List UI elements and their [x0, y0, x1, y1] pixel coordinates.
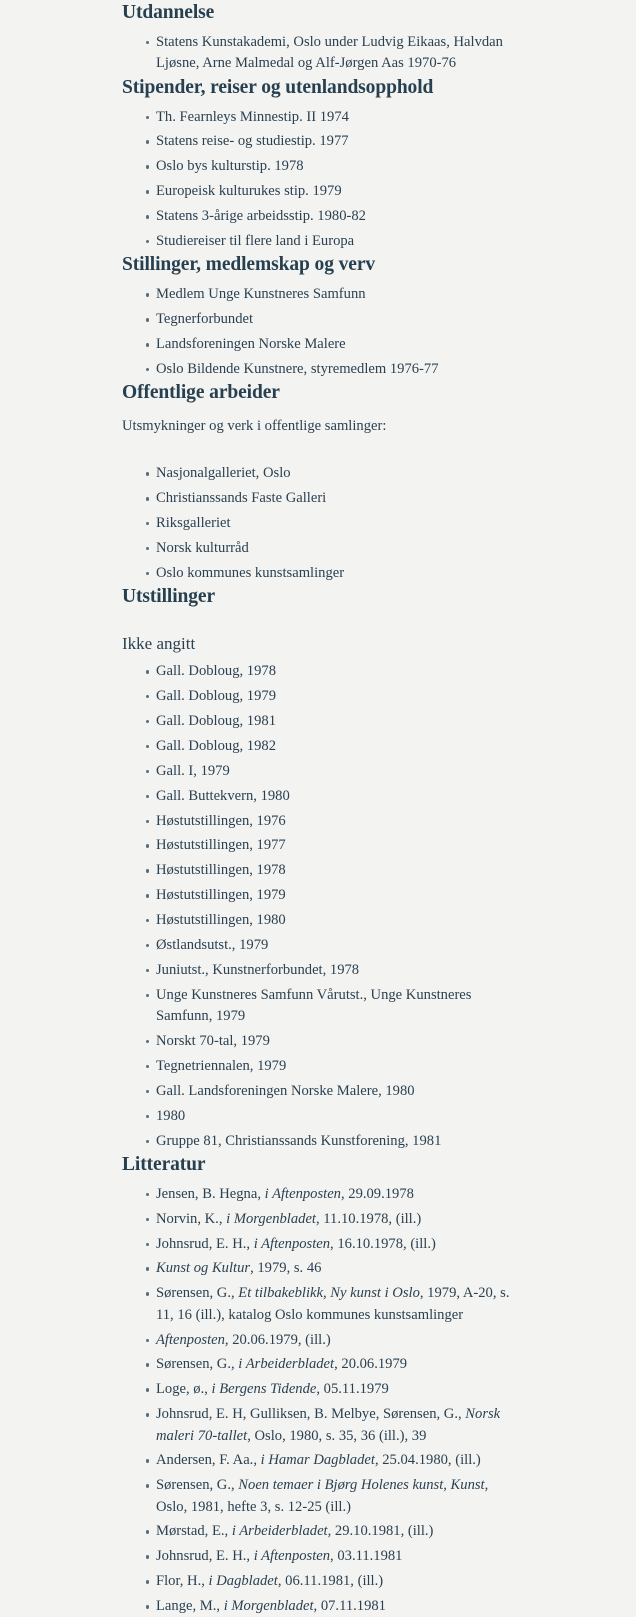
plain-text: Jensen, B. Hegna,	[156, 1185, 265, 1202]
plain-text: , 16.10.1978, (ill.)	[330, 1235, 436, 1252]
list-item: Statens Kunstakademi, Oslo under Ludvig Eikaas, Halvdan Ljøsne, Arne Malmedal og Alf-Jørgen Aas 1970-76	[122, 32, 514, 75]
list-item: Gall. Buttekvern, 1980	[122, 786, 514, 807]
section-heading-stillinger: Stillinger, medlemskap og verv	[122, 254, 376, 276]
list-item	[122, 1184, 514, 1205]
plain-text: , 29.10.1981, (ill.)	[327, 1523, 434, 1540]
plain-text: , 1979, s. 46	[250, 1260, 322, 1277]
plain-text: , 1979, A-20, s. 11, 16 (ill.), katalog Oslo kommunes kunstsamlinger	[156, 1285, 510, 1323]
section-heading-litteratur: Litteratur	[122, 1153, 206, 1175]
list-item: Gall. Dobloug, 1979	[122, 686, 514, 707]
plain-text: Sørensen, G.,	[156, 1356, 239, 1373]
list-item: Oslo Bildende Kunstnere, styremedlem 1976-77	[122, 359, 514, 380]
plain-text: , 11.10.1978, (ill.)	[315, 1210, 422, 1227]
list-item: Østlandsutst., 1979	[122, 935, 514, 956]
section-heading-offentlige-arbeider: Offentlige arbeider	[122, 382, 280, 404]
italic-title: i Arbeiderbladet	[231, 1523, 328, 1540]
plain-text: Lange, M.,	[156, 1598, 224, 1615]
plain-text: Sørensen, G.,	[156, 1477, 239, 1494]
italic-title: Norsk maleri 70-tallet	[156, 1406, 501, 1444]
plain-text: , 05.11.1979	[316, 1381, 389, 1398]
list-item	[122, 1450, 514, 1471]
list-item: Landsforeningen Norske Malere	[122, 334, 514, 355]
list-item: Oslo bys kulturstip. 1978	[122, 156, 514, 177]
plain-text: , Oslo, 1980, s. 35, 36 (ill.), 39	[247, 1427, 427, 1444]
italic-title: i Morgenbladet	[223, 1598, 314, 1615]
list-item: Høstutstillingen, 1978	[122, 860, 514, 881]
italic-title: i Bergens Tidende	[211, 1381, 317, 1398]
list-item: Tegnetriennalen, 1979	[122, 1056, 514, 1077]
list-stipender	[122, 107, 514, 253]
italic-title: Kunst og Kultur	[156, 1260, 251, 1277]
list-item	[122, 1596, 514, 1617]
offentlige-arbeider-lead: Utsmykninger og verk i offentlige samlinger:	[122, 418, 387, 435]
plain-text: Loge, ø.,	[156, 1381, 212, 1398]
italic-title: Aftenposten	[156, 1331, 225, 1348]
plain-text: , 06.11.1981, (ill.)	[277, 1573, 384, 1590]
list-utdannelse	[122, 32, 514, 75]
list-offentlige-arbeider	[122, 463, 514, 584]
list-item	[122, 1546, 514, 1567]
plain-text: Mørstad, E.,	[156, 1523, 232, 1540]
list-item	[122, 1475, 514, 1518]
italic-title: Noen temaer i Bjørg Holenes kunst, Kunst	[238, 1477, 485, 1494]
list-item: Gall. Landsforeningen Norske Malere, 1980	[122, 1081, 514, 1102]
list-item: Nasjonalgalleriet, Oslo	[122, 463, 514, 484]
list-item	[122, 1258, 514, 1279]
plain-text: , 29.09.1978	[340, 1185, 414, 1202]
utstillinger-subheading: Ikke angitt	[122, 634, 196, 654]
section-heading-stipender: Stipender, reiser og utenlandsopphold	[122, 76, 434, 98]
italic-title: i Hamar Dagbladet	[260, 1452, 375, 1469]
list-item: Norskt 70-tal, 1979	[122, 1031, 514, 1052]
content-column	[122, 0, 514, 1617]
list-item: Unge Kunstneres Samfunn Vårutst., Unge Kunstneres Samfunn, 1979	[122, 985, 514, 1028]
plain-text: Johnsrud, E. H, Gulliksen, B. Melbye, Sørensen, G.,	[156, 1406, 466, 1423]
list-item	[122, 1354, 514, 1375]
list-item: Norsk kulturråd	[122, 538, 514, 559]
plain-text: Norvin, K.,	[156, 1210, 227, 1227]
list-item: Gall. I, 1979	[122, 761, 514, 782]
list-item	[122, 1379, 514, 1400]
list-litteratur	[122, 1184, 514, 1617]
list-item: Høstutstillingen, 1976	[122, 811, 514, 832]
italic-title: i Aftenposten	[253, 1235, 331, 1252]
list-item: Riksgalleriet	[122, 513, 514, 534]
plain-text: Flor, H.,	[156, 1573, 209, 1590]
list-item: Oslo kommunes kunstsamlinger	[122, 563, 514, 584]
plain-text: Sørensen, G.,	[156, 1285, 239, 1302]
list-item	[122, 1209, 514, 1230]
list-item: Tegnerforbundet	[122, 309, 514, 330]
list-item: Statens 3-årige arbeidsstip. 1980-82	[122, 206, 514, 227]
list-item: Th. Fearnleys Minnestip. II 1974	[122, 107, 514, 128]
plain-text: , 20.06.1979, (ill.)	[224, 1331, 331, 1348]
list-item	[122, 1571, 514, 1592]
plain-text: Andersen, F. Aa.,	[156, 1452, 261, 1469]
italic-title: i Aftenposten	[264, 1185, 341, 1202]
list-item: Gall. Dobloug, 1982	[122, 736, 514, 757]
list-item: Statens reise- og studiestip. 1977	[122, 131, 514, 152]
list-item: Medlem Unge Kunstneres Samfunn	[122, 284, 514, 305]
list-item	[122, 1234, 514, 1255]
list-utstillinger	[122, 661, 514, 1152]
list-stillinger	[122, 284, 514, 380]
plain-text: Johnsrud, E. H.,	[156, 1235, 254, 1252]
list-item: Gall. Dobloug, 1978	[122, 661, 514, 682]
list-item: Christianssands Faste Galleri	[122, 488, 514, 509]
section-heading-utstillinger: Utstillinger	[122, 586, 216, 608]
list-item: Europeisk kulturukes stip. 1979	[122, 181, 514, 202]
italic-title: i Dagbladet	[208, 1573, 278, 1590]
list-item	[122, 1404, 514, 1447]
section-heading-utdannelse: Utdannelse	[122, 2, 215, 23]
list-item: Studiereiser til flere land i Europa	[122, 231, 514, 252]
italic-title: Et tilbakeblikk, Ny kunst i Oslo	[238, 1285, 420, 1302]
list-item: Høstutstillingen, 1977	[122, 835, 514, 856]
plain-text: , 03.11.1981	[330, 1548, 403, 1565]
plain-text: , Oslo, 1981, hefte 3, s. 12-25 (ill.)	[156, 1477, 489, 1515]
italic-title: i Arbeiderbladet	[238, 1356, 335, 1373]
italic-title: i Morgenbladet	[226, 1210, 316, 1227]
list-item: Høstutstillingen, 1980	[122, 910, 514, 931]
list-item: Høstutstillingen, 1979	[122, 885, 514, 906]
plain-text: , 20.06.1979	[334, 1356, 408, 1373]
list-item	[122, 1330, 514, 1351]
list-item: Gruppe 81, Christianssands Kunstforening, 1981	[122, 1131, 514, 1152]
list-item	[122, 1521, 514, 1542]
plain-text: , 07.11.1981	[313, 1598, 386, 1615]
plain-text: Johnsrud, E. H.,	[156, 1548, 254, 1565]
list-item: Gall. Dobloug, 1981	[122, 711, 514, 732]
italic-title: i Aftenposten	[253, 1548, 331, 1565]
list-item: 1980	[122, 1106, 514, 1127]
list-item	[122, 1283, 514, 1326]
plain-text: , 25.04.1980, (ill.)	[374, 1452, 481, 1469]
list-item: Juniutst., Kunstnerforbundet, 1978	[122, 960, 514, 981]
